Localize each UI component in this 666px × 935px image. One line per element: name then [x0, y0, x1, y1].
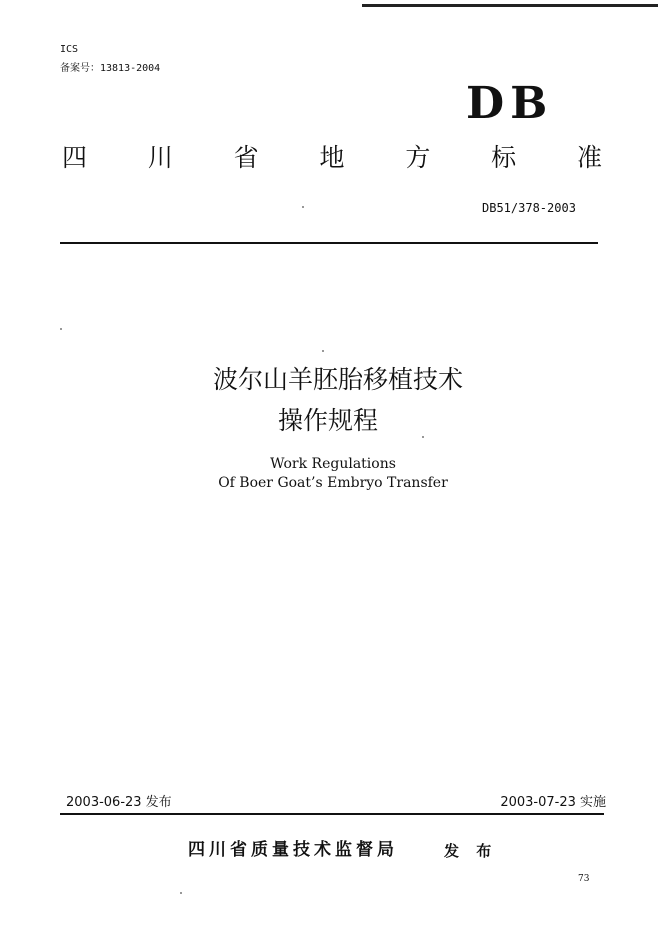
standard-type-char: 准 [576, 143, 602, 172]
db-mark: DB [466, 78, 554, 129]
scan-speck [422, 436, 424, 438]
title-chinese-line2: 操作规程 [277, 406, 378, 435]
filing-number: 备案号：13813-2004 [60, 63, 161, 74]
standard-type-heading [62, 138, 602, 178]
header-divider [60, 242, 598, 244]
scan-speck [322, 350, 324, 352]
standard-type-char: 省 [233, 143, 259, 172]
issue-date: 2003-06-23 发布 [66, 795, 172, 810]
standard-type-char: 四 [62, 143, 88, 172]
title-english-line2: Of Boer Goat’s Embryo Transfer [218, 475, 448, 491]
title-chinese-line1: 波尔山羊胚胎移植技术 [212, 365, 463, 394]
standard-type-char: 标 [491, 143, 517, 172]
publish-label: 发 布 [444, 842, 498, 860]
top-edge-rule [362, 4, 658, 7]
title-english-line1: Work Regulations [270, 456, 396, 472]
scan-speck [302, 206, 304, 208]
scan-speck [60, 328, 62, 330]
page-number: 73 [578, 874, 590, 884]
ics-label: ICS [60, 44, 79, 55]
footer-divider [60, 813, 604, 815]
implementation-date: 2003-07-23 实施 [500, 795, 606, 810]
standard-type-char: 方 [405, 143, 431, 172]
scan-speck [180, 892, 182, 894]
standard-code: DB51/378-2003 [482, 201, 576, 215]
standard-type-char: 川 [147, 143, 173, 172]
standard-type-char: 地 [319, 143, 345, 172]
issuing-authority: 四川省质量技术监督局 [188, 840, 398, 860]
